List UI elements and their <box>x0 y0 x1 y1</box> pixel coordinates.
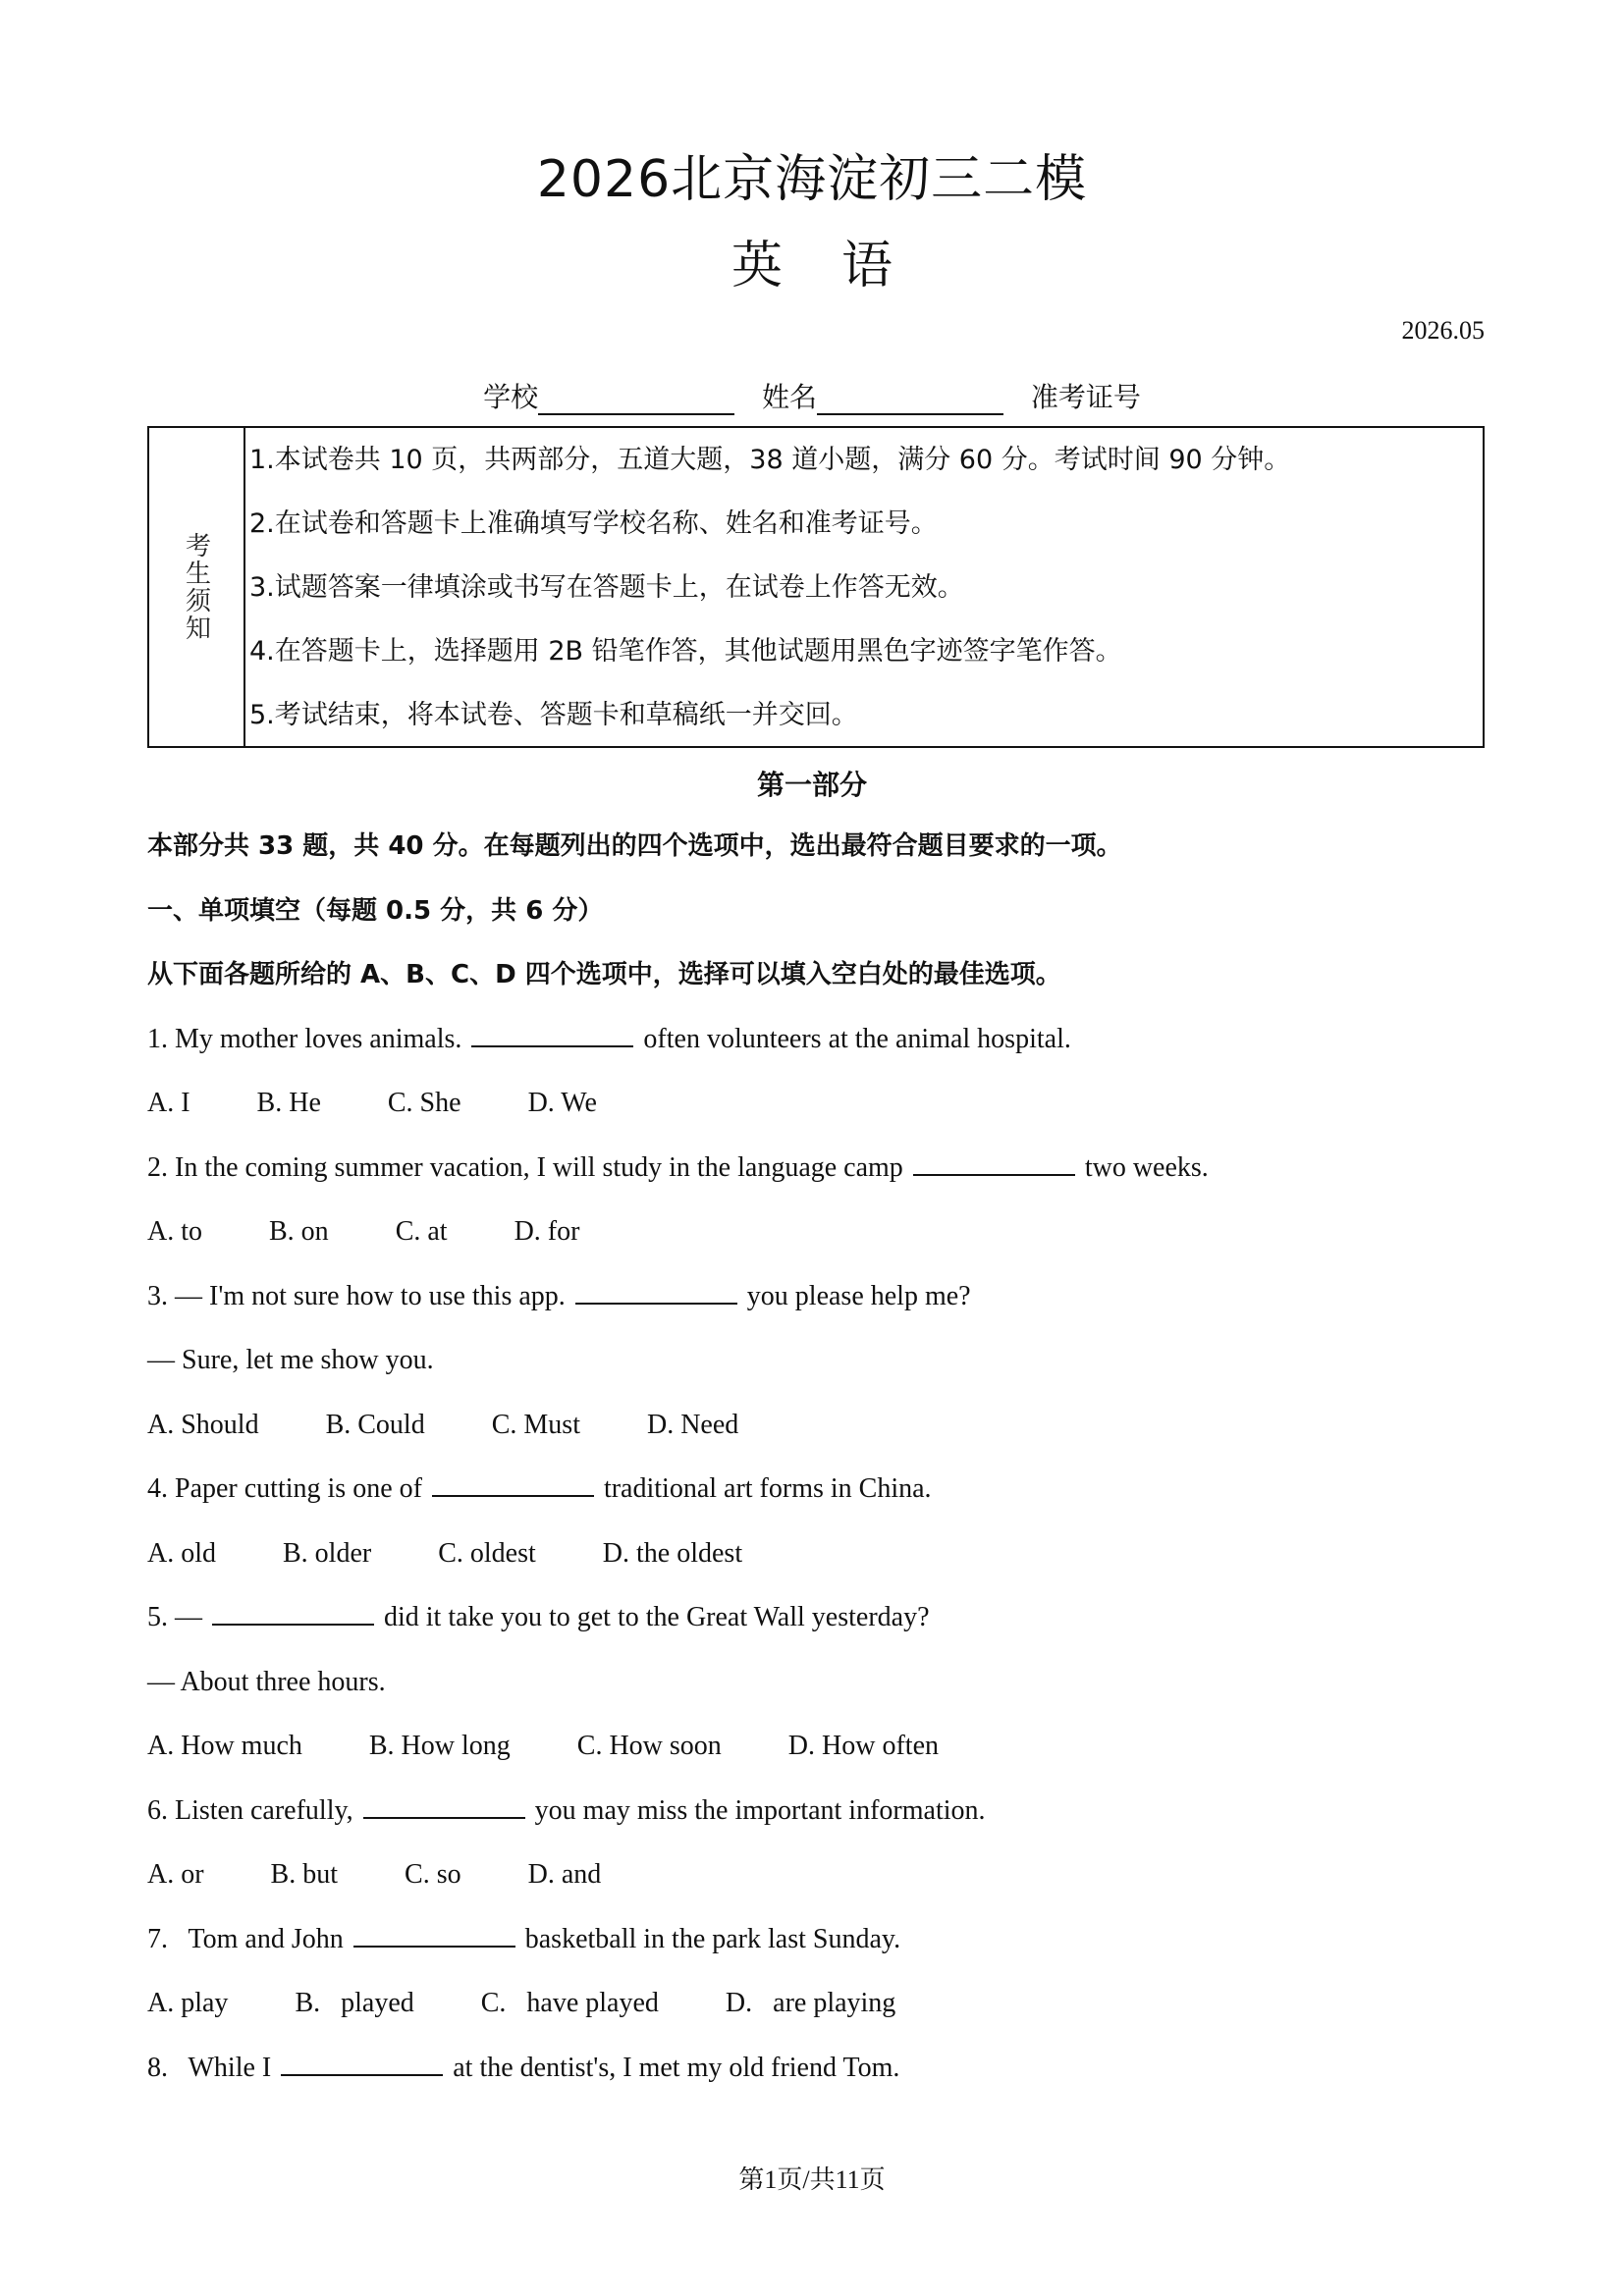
section-instruction: 从下面各题所给的 A、B、C、D 四个选项中，选择可以填入空白处的最佳选项。 <box>147 960 1061 989</box>
student-info-line <box>0 376 1624 415</box>
answer-blank[interactable] <box>363 1789 525 1819</box>
option[interactable]: D. the oldest <box>602 1537 743 1569</box>
question-options <box>147 1982 1502 2047</box>
option[interactable]: B. but <box>270 1859 339 1890</box>
part-title: 第一部分 <box>756 769 867 801</box>
question-options <box>147 1082 1502 1147</box>
option[interactable]: A. or <box>147 1859 204 1890</box>
option[interactable]: D. for <box>514 1216 580 1247</box>
notice-item: 2.在试卷和答题卡上准确填写学校名称、姓名和准考证号。 <box>249 508 938 539</box>
option[interactable]: B. He <box>256 1088 321 1118</box>
question-stem: 8. While I at the dentist's, I met my old friend Tom. <box>147 2047 1502 2111</box>
section-title: 一、单项填空（每题 0.5 分，共 6 分） <box>147 895 604 926</box>
candidate-notice-box <box>147 426 1485 748</box>
option[interactable]: C. She <box>387 1088 461 1118</box>
question-stem: 1. My mother loves animals. often volunteers at the animal hospital. <box>147 1018 1502 1083</box>
name-label: 姓名 <box>761 381 817 413</box>
question-reply: — About three hours. <box>147 1666 386 1697</box>
option[interactable]: A. play <box>147 1988 229 2018</box>
option[interactable]: C. Must <box>491 1409 580 1440</box>
answer-blank[interactable] <box>913 1147 1075 1176</box>
option[interactable]: B. played <box>295 1988 414 2018</box>
option[interactable]: B. How long <box>368 1731 511 1761</box>
question-stem: 6. Listen carefully, you may miss the important information. <box>147 1789 1502 1854</box>
notice-item: 3.试题答案一律填涂或书写在答题卡上，在试卷上作答无效。 <box>249 572 964 603</box>
option[interactable]: D. We <box>527 1088 597 1118</box>
option[interactable]: A. How much <box>147 1731 302 1761</box>
notice-item: 1.本试卷共 10 页，共两部分，五道大题，38 道小题，满分 60 分。考试时间 90 分钟。 <box>249 445 1291 475</box>
option[interactable]: C. so <box>405 1859 461 1890</box>
option[interactable]: D. How often <box>787 1731 939 1761</box>
option[interactable]: A. I <box>147 1088 190 1118</box>
exam-date: 2026.05 <box>1401 316 1485 345</box>
question-area <box>147 825 1502 2110</box>
answer-blank[interactable] <box>353 1918 515 1948</box>
question-stem: 2. In the coming summer vacation, I will study in the language camp two weeks. <box>147 1147 1502 1211</box>
answer-blank[interactable] <box>471 1018 633 1047</box>
option[interactable]: D. Need <box>646 1409 739 1440</box>
question-reply: — Sure, let me show you. <box>147 1345 434 1375</box>
option[interactable]: B. older <box>283 1537 372 1569</box>
answer-blank[interactable] <box>432 1468 594 1497</box>
subject-title: 英语 <box>731 237 951 295</box>
question-options <box>147 1532 1502 1597</box>
page-number: 第1页/共11页 <box>738 2165 886 2194</box>
notice-label: 考生须知 <box>181 532 211 642</box>
answer-blank[interactable] <box>281 2047 443 2076</box>
option[interactable]: C. oldest <box>438 1537 536 1569</box>
notice-list <box>249 436 1473 755</box>
school-label: 学校 <box>483 381 539 413</box>
question-options <box>147 1210 1502 1275</box>
notice-label-cell <box>149 428 245 746</box>
option[interactable]: D. are playing <box>725 1988 896 2018</box>
name-field[interactable] <box>817 384 1003 415</box>
school-field[interactable] <box>538 384 734 415</box>
option[interactable]: C. at <box>395 1216 448 1247</box>
part-intro: 本部分共 33 题，共 40 分。在每题列出的四个选项中，选出最符合题目要求的一项。 <box>147 831 1122 861</box>
question-options <box>147 1853 1502 1918</box>
option[interactable]: B. Could <box>325 1409 425 1440</box>
option[interactable]: A. Should <box>147 1409 259 1440</box>
id-label: 准考证号 <box>1030 381 1141 413</box>
question-options <box>147 1404 1502 1468</box>
exam-title: 2026北京海淀初三二模 <box>536 150 1088 209</box>
question-options <box>147 1725 1502 1789</box>
option[interactable]: C. How soon <box>576 1731 722 1761</box>
option[interactable]: C. have played <box>480 1988 659 2018</box>
option[interactable]: D. and <box>527 1859 602 1890</box>
question-stem: 3. — I'm not sure how to use this app. you please help me? <box>147 1275 1502 1340</box>
notice-item: 4.在答题卡上，选择题用 2B 铅笔作答，其他试题用黑色字迹签字笔作答。 <box>249 636 1122 667</box>
option[interactable]: B. on <box>269 1216 329 1247</box>
question-stem: 5. — did it take you to get to the Great Wall yesterday? <box>147 1596 1502 1661</box>
question-stem: 7. Tom and John basketball in the park last Sunday. <box>147 1918 1502 1983</box>
question-stem: 4. Paper cutting is one of traditional art forms in China. <box>147 1468 1502 1532</box>
answer-blank[interactable] <box>575 1275 737 1305</box>
answer-blank[interactable] <box>212 1596 374 1626</box>
notice-item: 5.考试结束，将本试卷、答题卡和草稿纸一并交回。 <box>249 700 858 730</box>
option[interactable]: A. to <box>147 1216 202 1247</box>
option[interactable]: A. old <box>147 1537 216 1569</box>
